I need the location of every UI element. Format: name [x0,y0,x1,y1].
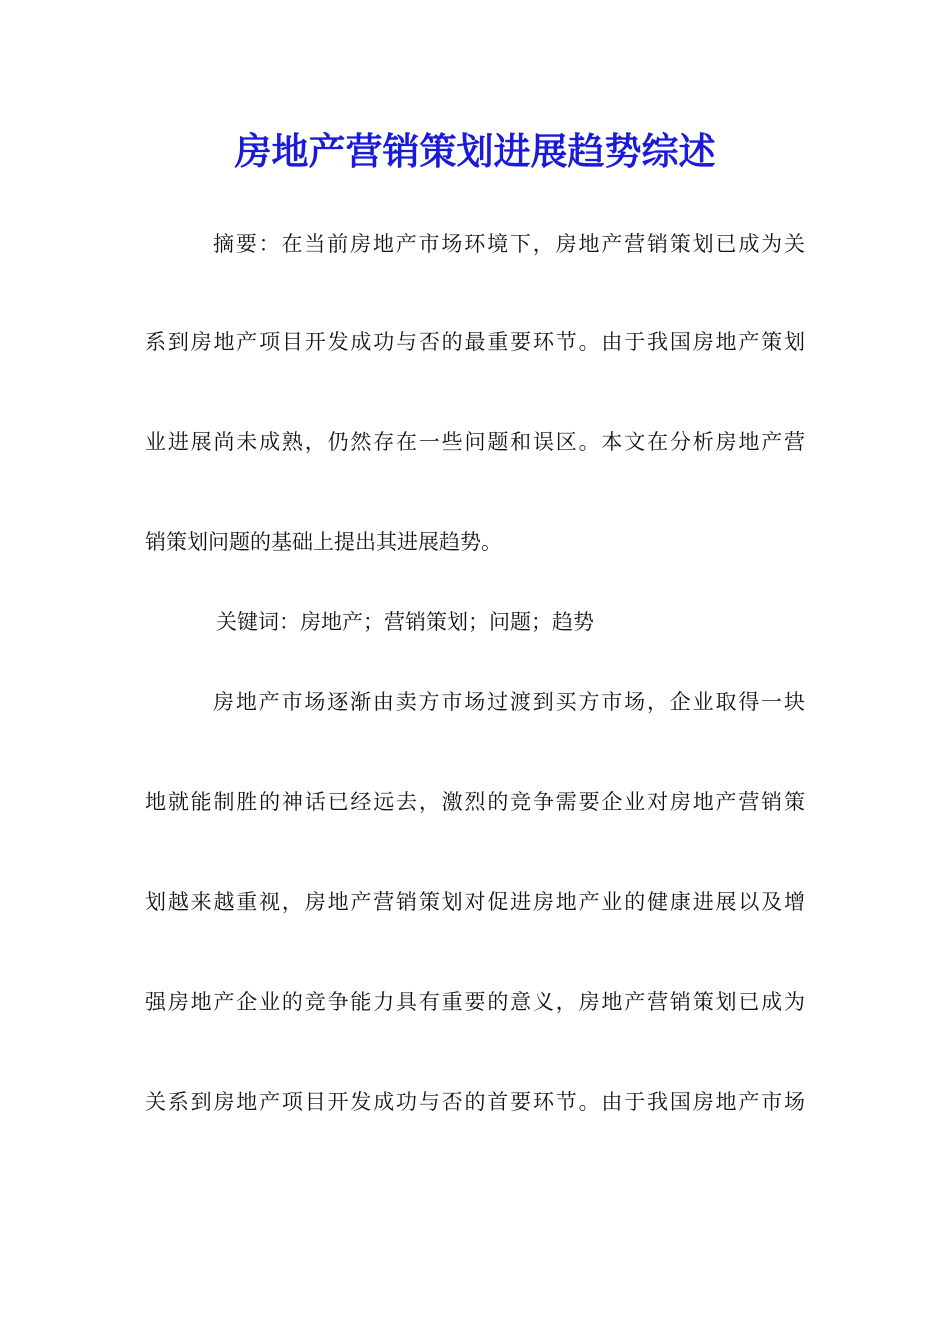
abstract-line-1: 摘要：在当前房地产市场环境下，房地产营销策划已成为关 [213,232,805,256]
document-title: 房地产营销策划进展趋势综述 [234,129,716,173]
body-line-2: 地就能制胜的神话已经远去，激烈的竞争需要企业对房地产营销策 [145,790,805,814]
abstract-line-4: 销策划问题的基础上提出其进展趋势。 [145,530,502,554]
body-line-1: 房地产市场逐渐由卖方市场过渡到买方市场，企业取得一块 [213,690,805,714]
body-line-3: 划越来越重视，房地产营销策划对促进房地产业的健康进展以及增 [145,890,805,914]
abstract-line-3: 业进展尚未成熟，仍然存在一些问题和误区。本文在分析房地产营 [145,430,805,454]
abstract-line-2: 系到房地产项目开发成功与否的最重要环节。由于我国房地产策划 [145,330,805,354]
body-line-5: 关系到房地产项目开发成功与否的首要环节。由于我国房地产市场 [145,1090,805,1114]
body-line-4: 强房地产企业的竞争能力具有重要的意义，房地产营销策划已成为 [145,990,805,1014]
keywords-line: 关键词：房地产；营销策划；问题；趋势 [216,610,594,634]
